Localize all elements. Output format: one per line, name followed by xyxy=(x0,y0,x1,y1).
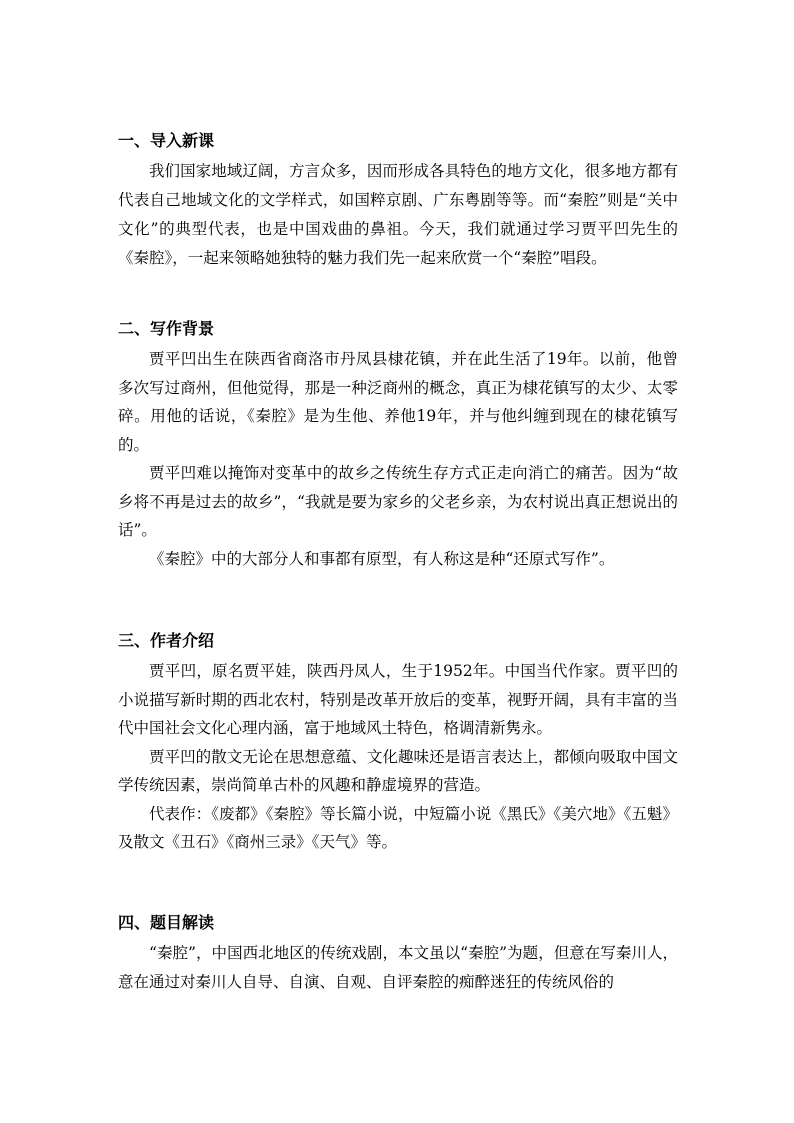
section-paragraph: 贾平凹难以掩饰对变革中的故乡之传统生存方式正走向消亡的痛苦。因为“故乡将不再是过去的故乡”，“我就是要为家乡的父老乡亲，为农村说出真正想说出的话”。 xyxy=(118,464,678,539)
section-paragraph: 我们国家地域辽阔，方言众多，因而形成各具特色的地方文化，很多地方都有代表自己地域文化的文学样式，如国粹京剧、广东粤剧等等。而“秦腔”则是“关中文化”的典型代表，也是中国戏曲的鼻祖。今天，我们就通过学习贾平凹先生的《秦腔》，一起来领略她独特的魅力我们先一起来欣赏一个“秦腔”唱段。 xyxy=(118,162,678,267)
section-paragraph: “秦腔”，中国西北地区的传统戏剧，本文虽以“秦腔”为题，但意在写秦川人，意在通过对秦川人自导、自演、自观、自评秦腔的痴醉迷狂的传统风俗的 xyxy=(118,944,678,991)
section-paragraph: 贾平凹的散文无论在思想意蕴、文化趣味还是语言表达上，都倾向吸取中国文学传统因素，崇尚简单古朴的风趣和静虚境界的营造。 xyxy=(118,747,678,794)
section-heading: 三、作者介绍 xyxy=(118,631,215,650)
section-author xyxy=(118,630,678,857)
section-paragraph: 贾平凹出生在陕西省商洛市丹凤县棣花镇，并在此生活了19年。以前，他曾多次写过商州，但他觉得，那是一种泛商州的概念，真正为棣花镇写的太少、太零碎。用他的话说，《秦腔》是为生他、养他19年，并与他纠缠到现在的棣花镇写的。 xyxy=(118,350,678,454)
section-title-interpretation xyxy=(118,912,678,996)
section-paragraph: 贾平凹，原名贾平娃，陕西丹凤人，生于1952年。中国当代作家。贾平凹的小说描写新时期的西北农村，特别是改革开放后的变革，视野开阔，具有丰富的当代中国社会文化心理内涵，富于地域风土特色，格调清新隽永。 xyxy=(118,662,678,737)
section-paragraph: 代表作：《废都》《秦腔》等长篇小说，中短篇小说《黑氏》《美穴地》《五魁》及散文《丑石》《商州三录》《天气》等。 xyxy=(118,804,678,851)
section-background xyxy=(118,318,678,573)
section-heading: 一、导入新课 xyxy=(118,131,215,150)
section-paragraph: 《秦腔》中的大部分人和事都有原型，有人称这是种“还原式写作”。 xyxy=(149,549,615,568)
section-heading: 四、题目解读 xyxy=(118,913,215,932)
section-intro xyxy=(118,130,678,273)
section-heading: 二、写作背景 xyxy=(118,319,215,338)
